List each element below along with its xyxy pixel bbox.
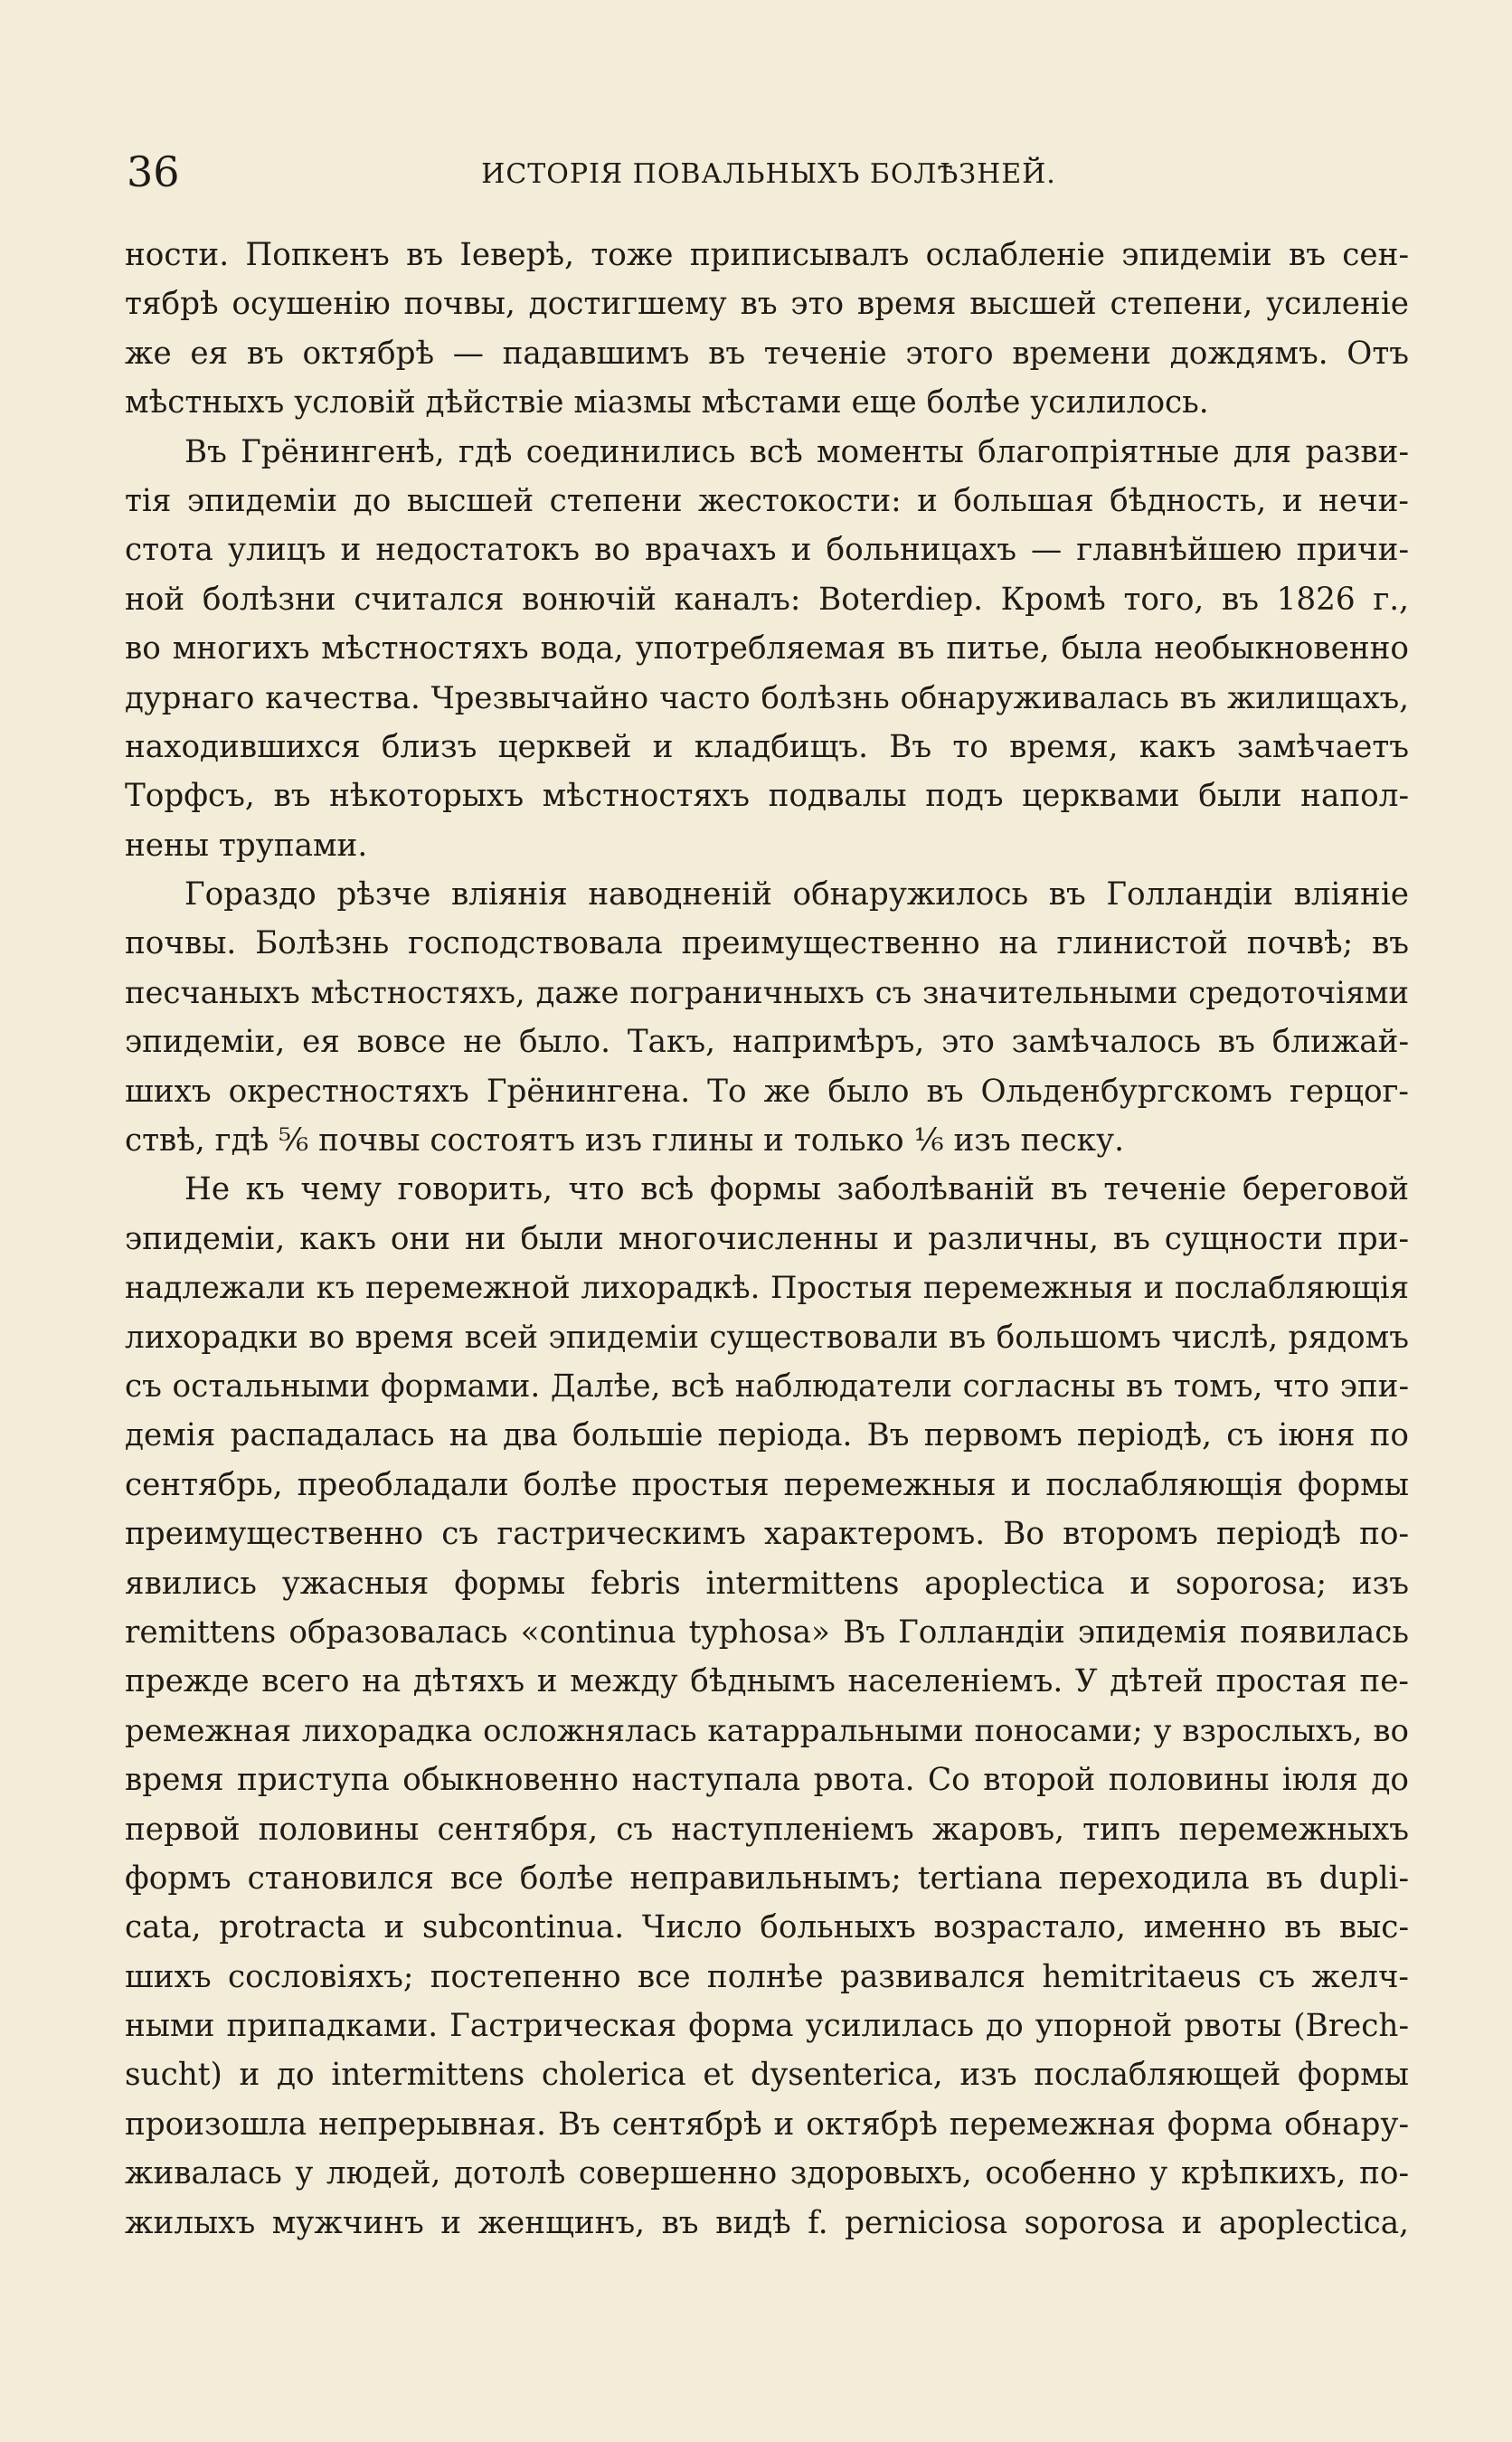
- text-line: демія распадалась на два большіе періода. Въ первомъ періодѣ, съ іюня по: [125, 1417, 1409, 1454]
- page-number: 36: [127, 147, 180, 196]
- paragraph: [125, 231, 1409, 428]
- text-line: шихъ окрестностяхъ Грёнингена. То же было въ Ольденбургскомъ герцог-: [125, 1073, 1409, 1110]
- text-line: ности. Попкенъ въ Іеверѣ, тоже приписывалъ ослабленіе эпидеміи въ сен-: [125, 237, 1409, 273]
- running-head-title: ИСТОРІЯ ПОВАЛЬНЫХЪ БОЛѢЗНЕЙ.: [481, 158, 1056, 190]
- text-line: живалась у людей, дотолѣ совершенно здоровыхъ, особенно у крѣпкихъ, по-: [125, 2155, 1409, 2192]
- text-line: cata, protracta и subcontinua. Число больныхъ возрастало, именно въ выс-: [125, 1909, 1409, 1946]
- body-text: [125, 231, 1409, 2248]
- text-line: эпидеміи, ея вовсе не было. Такъ, напримѣръ, это замѣчалось въ ближай-: [125, 1024, 1409, 1061]
- text-line: шихъ сословіяхъ; постепенно все полнѣе развивался hemitritaeus съ желч-: [125, 1958, 1409, 1995]
- paragraph: [125, 1165, 1409, 2248]
- text-line: надлежали къ перемежной лихорадкѣ. Простыя перемежныя и послабляющія: [125, 1270, 1409, 1306]
- text-line: же ея въ октябрѣ — падавшимъ въ теченіе этого времени дождямъ. Отъ: [125, 335, 1409, 372]
- paragraph: [125, 428, 1409, 871]
- text-line: sucht) и до intermittens cholerica et dysenterica, изъ послабляющей формы: [125, 2057, 1409, 2094]
- text-line: дурнаго качества. Чрезвычайно часто болѣзнь обнаруживалась въ жилищахъ,: [125, 679, 1409, 715]
- text-line: съ остальными формами. Далѣе, всѣ наблюдатели согласны въ томъ, что эпи-: [125, 1368, 1409, 1405]
- text-line: ными припадками. Гастрическая форма усилилась до упорной рвоты (Brech-: [125, 2008, 1409, 2045]
- text-line: Въ Грёнингенѣ, гдѣ соединились всѣ моменты благопріятные для разви-: [184, 433, 1409, 470]
- text-line: прежде всего на дѣтяхъ и между бѣднымъ населеніемъ. У дѣтей простая пе-: [125, 1663, 1409, 1700]
- paragraph: [125, 870, 1409, 1165]
- text-line: тябрѣ осушенію почвы, достигшему въ это время высшей степени, усиленіе: [125, 286, 1409, 323]
- text-line: время приступа обыкновенно наступала рвота. Со второй половины іюля до: [125, 1762, 1409, 1799]
- text-line: эпидеміи, какъ они ни были многочисленны и различны, въ сущности при-: [125, 1220, 1409, 1257]
- text-line: песчаныхъ мѣстностяхъ, даже пограничныхъ съ значительными средоточіями: [125, 974, 1409, 1010]
- text-line: жилыхъ мужчинъ и женщинъ, въ видѣ f. perniciosa soporosa и apoplectica,: [125, 2204, 1409, 2241]
- running-head: [118, 145, 1420, 199]
- text-line: находившихся близъ церквей и кладбищъ. Въ то время, какъ замѣчаетъ: [125, 728, 1409, 765]
- text-line: преимущественно съ гастрическимъ характеромъ. Во второмъ періодѣ по-: [125, 1516, 1409, 1553]
- text-line: ремежная лихорадка осложнялась катарральными поносами; у взрослыхъ, во: [125, 1712, 1409, 1749]
- text-line: Гораздо рѣзче вліянія наводненій обнаружилось въ Голландіи вліяніе: [184, 876, 1409, 913]
- text-line: явились ужасныя формы febris intermittens apoplectica и soporosa; изъ: [125, 1565, 1409, 1602]
- text-line: лихорадки во время всей эпидеміи существовали въ большомъ числѣ, рядомъ: [125, 1319, 1409, 1356]
- text-line: ствѣ, гдѣ ⁵⁄₆ почвы состоятъ изъ глины и только ¹⁄₆ изъ песку.: [125, 1122, 1125, 1159]
- text-line: Торфсъ, въ нѣкоторыхъ мѣстностяхъ подвалы подъ церквами были напол-: [125, 778, 1409, 815]
- text-line: remittens образовалась «continua typhosa» Въ Голландіи эпидемія появилась: [125, 1614, 1409, 1651]
- text-line: во многихъ мѣстностяхъ вода, употребляемая въ питье, была необыкновенно: [125, 630, 1409, 667]
- text-line: почвы. Болѣзнь господствовала преимущественно на глинистой почвѣ; въ: [125, 925, 1409, 962]
- text-line: произошла непрерывная. Въ сентябрѣ и октябрѣ перемежная форма обнару-: [125, 2106, 1409, 2143]
- text-line: ной болѣзни считался вонючій каналъ: Boterdiep. Кромѣ того, въ 1826 г.,: [125, 581, 1409, 618]
- text-line: тія эпидеміи до высшей степени жестокости: и большая бѣдность, и нечи-: [125, 482, 1409, 519]
- text-line: мѣстныхъ условій дѣйствіе міазмы мѣстами еще болѣе усилилось.: [125, 384, 1209, 421]
- text-line: стота улицъ и недостатокъ во врачахъ и больницахъ — главнѣйшею причи-: [125, 532, 1409, 569]
- text-line: Не къ чему говорить, что всѣ формы заболѣваній въ теченіе береговой: [184, 1171, 1409, 1208]
- text-line: нены трупами.: [125, 827, 368, 864]
- text-line: первой половины сентября, съ наступленіемъ жаровъ, типъ перемежныхъ: [125, 1811, 1409, 1848]
- text-line: сентябрь, преобладали болѣе простыя перемежныя и послабляющія формы: [125, 1466, 1409, 1503]
- text-line: формъ становился все болѣе неправильнымъ; tertiana переходила въ dupli-: [125, 1860, 1409, 1897]
